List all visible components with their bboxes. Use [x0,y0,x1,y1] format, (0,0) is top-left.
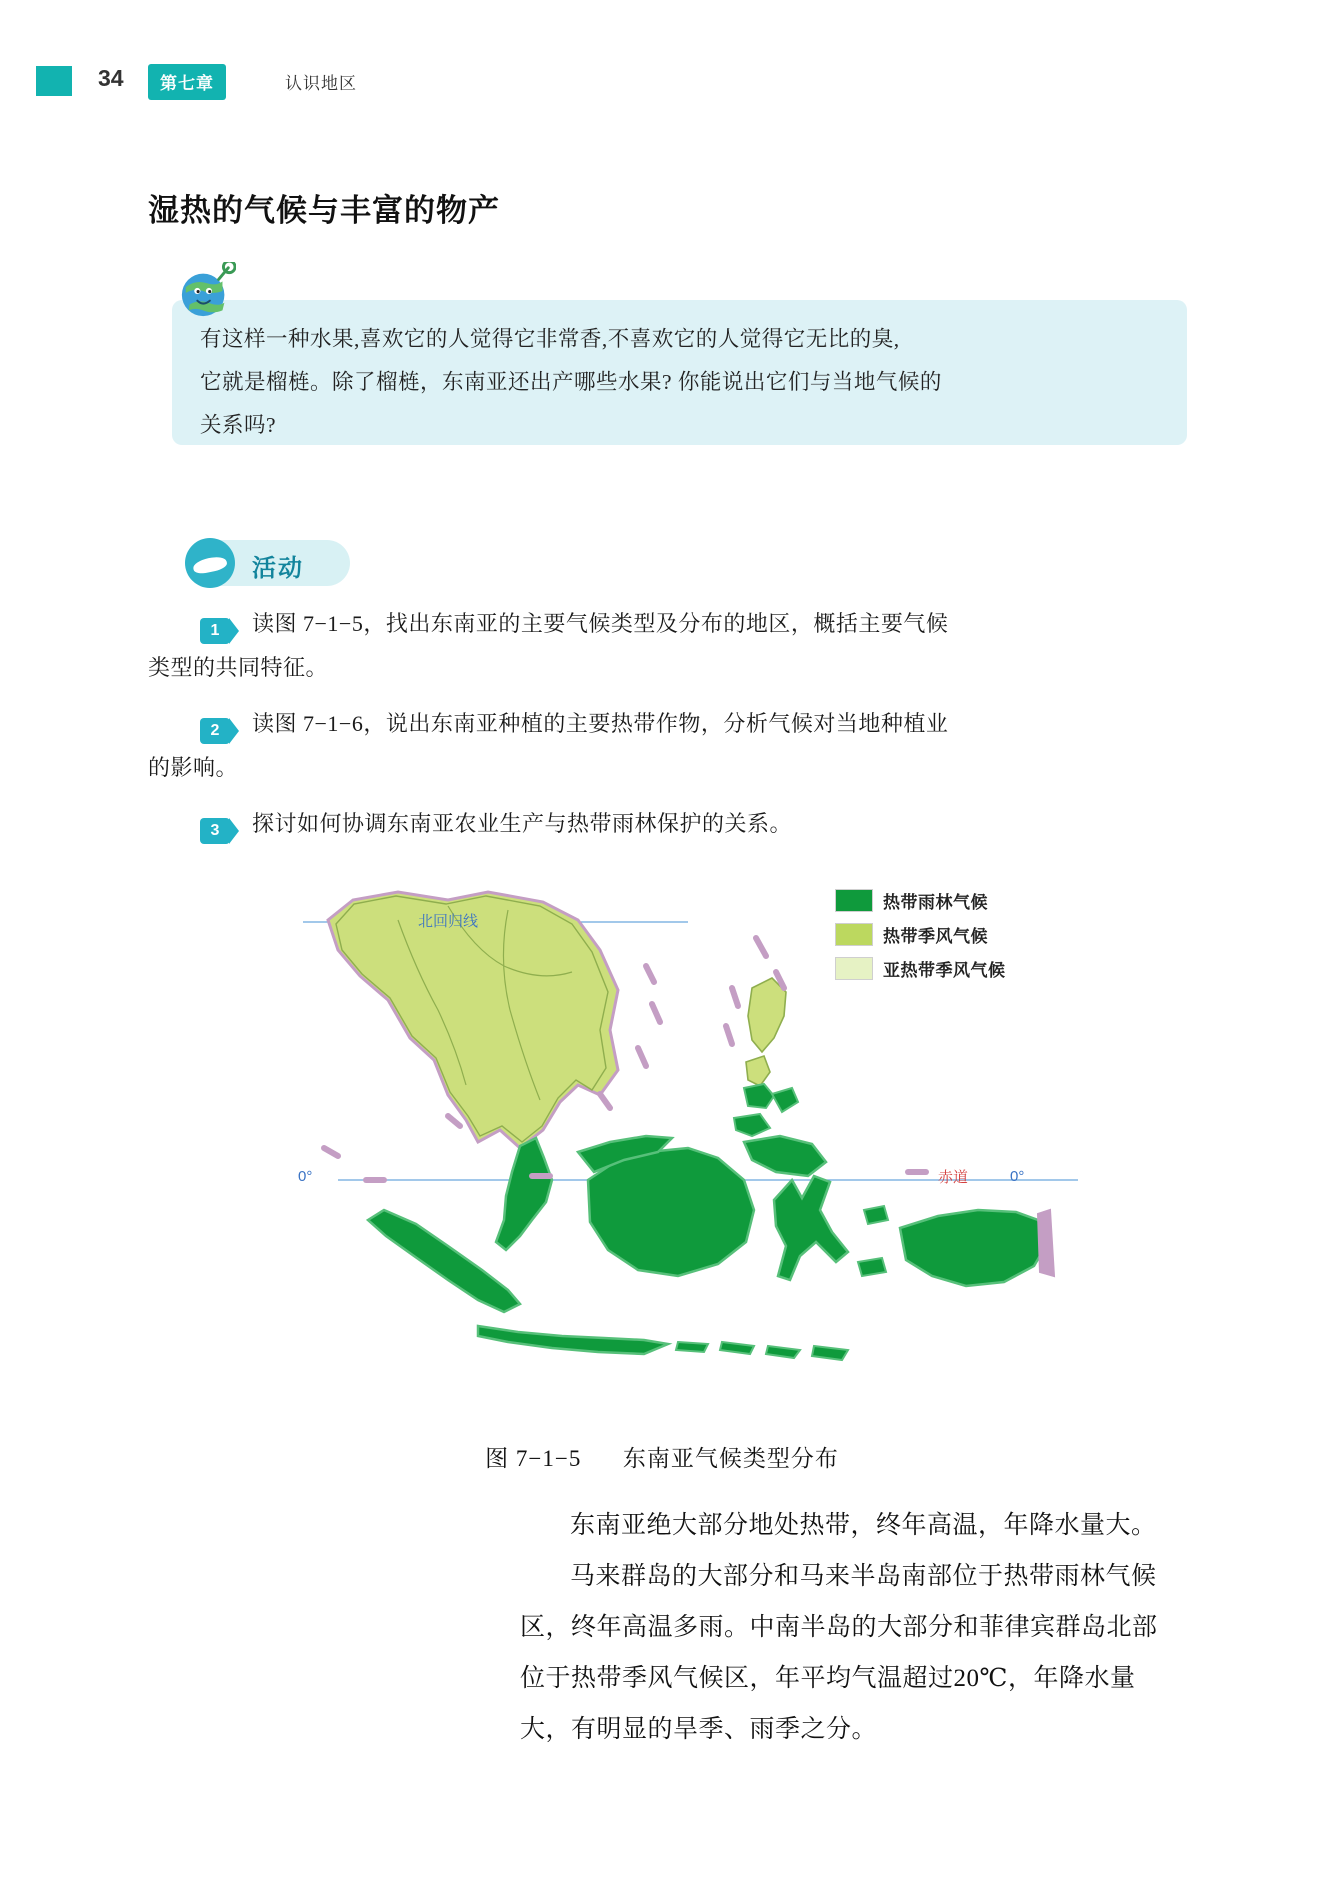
body-paragraph-2: 马来群岛的大部分和马来半岛南部位于热带雨林气候区，终年高温多雨。中南半岛的大部分和菲律宾群岛北部位于热带季风气候区，年平均气温超过20℃，年降水量大，有明显的旱季、雨季之分。 [520,1563,1158,1743]
activity-item-1-line-2: 类型的共同特征。 [148,655,329,680]
map-label-zero-right: 0° [1010,1168,1025,1185]
activity-item-2-line-1: 读图 7−1−6，说出东南亚种植的主要热带作物，分析气候对当地种植业 [252,711,949,736]
map-label-zero-left: 0° [298,1168,313,1185]
activity-item-1-line-1: 读图 7−1−5，找出东南亚的主要气候类型及分布的地区，概括主要气候 [252,611,949,636]
figure-caption [0,1440,1324,1473]
legend-item-1 [835,919,1006,949]
legend-swatch-tropical-rainforest [835,889,873,912]
intro-callout-text [200,318,1165,447]
map-label-equator: 赤道 [938,1169,969,1186]
callout-line-3: 关系吗? [200,413,277,437]
map-legend [835,885,1006,987]
legend-item-2 [835,953,1006,983]
globe-character-icon [178,262,236,320]
header-accent-bar [36,66,72,96]
chapter-subtitle: 认识地区 [285,74,357,93]
activity-icon [185,538,235,588]
body-text [520,1500,1180,1755]
legend-label-tropical-monsoon: 热带季风气候 [883,926,988,946]
callout-line-1: 有这样一种水果,喜欢它的人觉得它非常香,不喜欢它的人觉得它无比的臭, [200,327,900,351]
legend-label-subtropical-monsoon: 亚热带季风气候 [883,960,1006,980]
activity-item-1-number: 1 [200,618,230,644]
activity-item-3-line-1: 探讨如何协调东南亚农业生产与热带雨林保护的关系。 [252,811,793,836]
figure-caption-title: 东南亚气候类型分布 [622,1446,839,1471]
activity-label: 活动 [252,555,304,582]
climate-map-figure [148,880,1178,1400]
callout-line-2: 它就是榴梿。除了榴梿，东南亚还出产哪些水果? 你能说出它们与当地气候的 [200,370,942,394]
legend-swatch-tropical-monsoon [835,923,873,946]
activity-item-2-line-2: 的影响。 [148,755,239,780]
activity-item-3-number: 3 [200,818,230,844]
figure-caption-number: 图 7−1−5 [485,1446,582,1471]
body-paragraph-1: 东南亚绝大部分地处热带，终年高温，年降水量大。 [570,1512,1157,1539]
legend-item-0 [835,885,1006,915]
activity-item-2-number: 2 [200,718,230,744]
chapter-tag: 第七章 [148,64,226,100]
legend-label-tropical-rainforest: 热带雨林气候 [883,892,988,912]
legend-swatch-subtropical-monsoon [835,957,873,980]
page-number: 34 [98,65,124,91]
southeast-asia-climate-map [148,880,1178,1400]
page-header [0,60,1324,104]
page-title: 湿热的气候与丰富的物产 [148,193,500,228]
map-label-tropic-of-cancer: 北回归线 [418,913,479,930]
